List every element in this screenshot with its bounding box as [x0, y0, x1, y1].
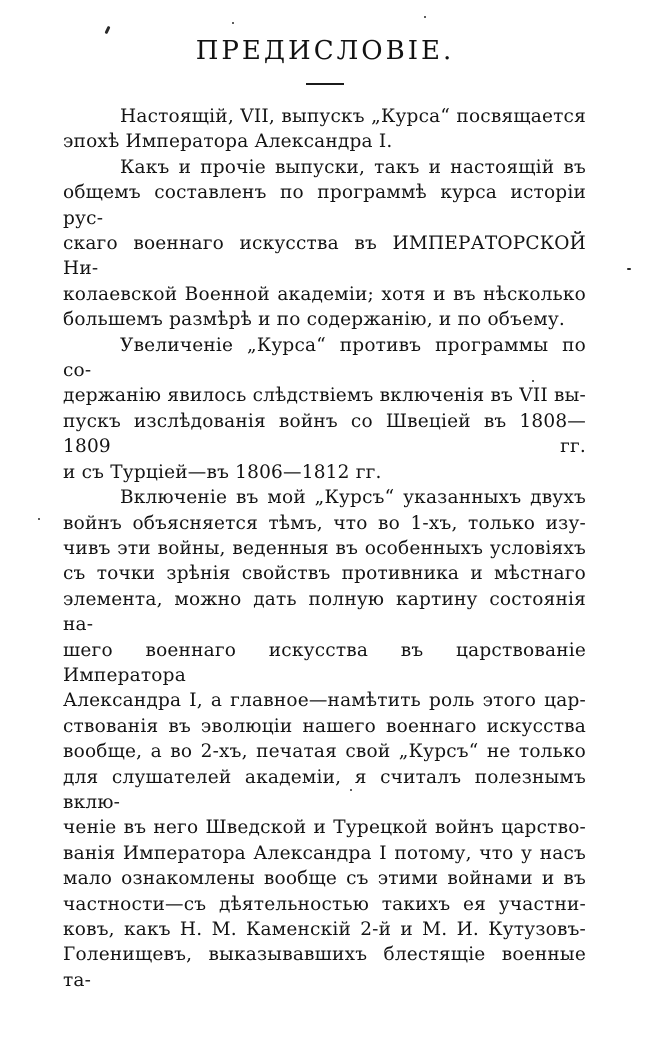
text-line: чивъ эти войны, веденныя въ особенныхъ условіяхъ: [63, 537, 586, 559]
paragraph-2: [63, 155, 586, 333]
text-line: большемъ размѣрѣ и по содержанію, и по объему.: [63, 309, 565, 331]
text-line: Александра I, а главное—намѣтить роль этого цар-: [63, 690, 586, 712]
page-body: [63, 104, 586, 993]
paragraph-1: [63, 104, 586, 155]
text-line: для слушателей академіи, я считалъ полезнымъ вклю-: [63, 766, 586, 813]
text-line: элемента, можно дать полную картину состоянія на-: [63, 588, 586, 636]
scan-speck: [350, 789, 352, 791]
text-line: шего военнаго искусства въ царствованіе Императора: [63, 639, 586, 686]
text-line: скаго военнаго искусства въ ИМПЕРАТОРСКОЙ Ни-: [63, 233, 586, 280]
text-line: Голенищевъ, выказывавшихъ блестящіе военные та-: [63, 944, 586, 991]
text-line: войнъ объясняется тѣмъ, что во 1-хъ, только изу-: [63, 512, 586, 534]
scan-speck: [232, 22, 234, 24]
text-line: съ точки зрѣнія свойствъ противника и мѣстнаго: [63, 563, 586, 585]
text-line: мало ознакомлены вообще съ этими войнами и въ: [63, 868, 586, 890]
paragraph-4: [63, 485, 586, 993]
scan-speck: [38, 518, 40, 520]
scan-speck: [104, 26, 110, 35]
text-line: ковъ, какъ Н. М. Каменскій 2-й и М. И. Кутузовъ-: [63, 919, 586, 940]
text-line: Настоящій, VII, выпускъ „Курса“ посвящается: [120, 106, 586, 127]
text-line: держанію явилось слѣдствіемъ включенія въ VII вы-: [63, 385, 586, 407]
scan-speck: [532, 380, 534, 382]
paragraph-3: [63, 333, 586, 485]
text-line: Увеличеніе „Курса“ противъ программы по со-: [63, 334, 586, 382]
text-line: ченіе въ него Шведской и Турецкой войнъ царство-: [63, 817, 586, 839]
text-line: вообще, а во 2-хъ, печатая свой „Курсъ“ не только: [63, 741, 586, 763]
text-line: Какъ и прочіе выпуски, такъ и настоящій въ: [120, 156, 586, 178]
text-line: Включеніе въ мой „Курсъ“ указанныхъ двухъ: [120, 487, 586, 509]
page-title: ПРЕДИСЛОВІЕ.: [195, 36, 455, 66]
scan-speck: [627, 268, 631, 270]
text-line: частности—съ дѣятельностью такихъ ея участни-: [63, 893, 586, 915]
text-line: и съ Турціей—въ 1806—1812 гг.: [63, 461, 382, 483]
text-line: колаевской Военной академіи; хотя и въ нѣсколько: [63, 283, 586, 305]
text-line: ванія Императора Александра I потому, что у насъ: [63, 842, 586, 864]
text-line: пускъ изслѣдованія войнъ со Швеціей въ 1808—1809 гг.: [63, 410, 586, 458]
title-divider: [306, 83, 344, 85]
text-line: общемъ составленъ по программѣ курса исторіи рус-: [63, 182, 586, 229]
text-line: ствованія въ эволюціи нашего военнаго искусства: [63, 715, 586, 737]
scan-speck: [424, 16, 426, 18]
text-line: эпохѣ Императора Александра I.: [63, 131, 393, 153]
